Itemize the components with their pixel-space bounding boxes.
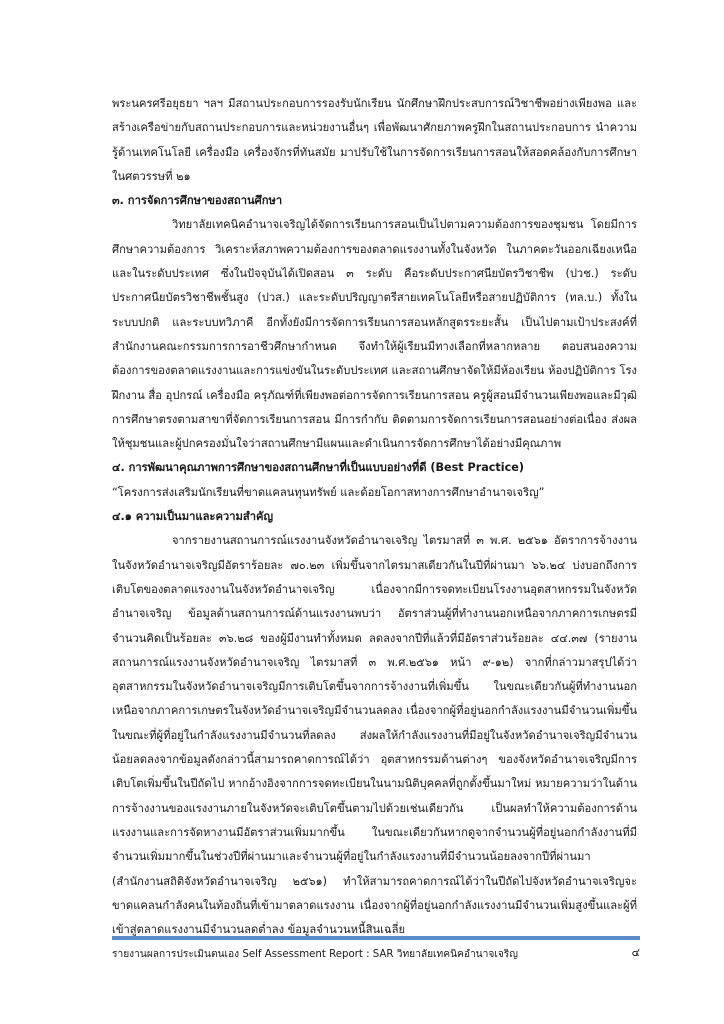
page-content [112, 92, 637, 942]
footer-report-title: รายงานผลการประเมินตนเอง Self Assessment Report : SAR วิทยาลัยเทคนิคอำนาจเจริญ [112, 949, 518, 960]
project-title: “โครงการส่งเสริมนักเรียนที่ขาดแคลนทุนทรัพย์ และด้อยโอกาสทางการศึกษาอำนาจเจริญ” [112, 485, 545, 499]
section-4-1-paragraph: จากรายงานสถานการณ์แรงงานจังหวัดอำนาจเจริญ ไตรมาสที่ ๓ พ.ศ. ๒๕๖๑ อัตราการจ้างงานในจังหวัดอำนาจเจริญมีอัตราร้อยละ ๗๐.๒๓ เพิ่มขึ้นจากไตรมาสเดียวกันในปีที่ผ่านมา ๖๖.๒๔ บ่งบอกถึงการเติบโตของตลาดแรงงานในจังหวัดอำนาจเจริญ เนื่องจากมีการจดทะเบียนโรงงานอุตสาหกรรมในจังหวัดอำนาจเจริญ ข้อมูลด้านสถานการณ์ด้านแรงงานพบว่า อัตราส่วนผู้ที่ทำงานนอกเหนือจากภาคการเกษตรมีจำนวนคิดเป็นร้อยละ ๓๖.๒๘ ของผู้มีงานทำทั้งหมด ลดลงจากปีที่แล้วที่มีอัตราส่วนร้อยละ ๔๔.๓๗ (รายงานสถานการณ์แรงงานจังหวัดอำนาจเจริญ ไตรมาสที่ ๓ พ.ศ.๒๕๖๑ หน้า ๙-๑๒) จากที่กล่าวมาสรุปได้ว่า อุตสาหกรรมในจังหวัดอำนาจเจริญมีการเติบโตขึ้นจากการจ้างงานที่เพิ่มขึ้น ในขณะเดียวกันผู้ที่ทำงานนอกเหนือจากภาคการเกษตรในจังหวัดอำนาจเจริญมีจำนวนลดลง เนื่องจากผู้ที่อยู่นอกกำลังแรงงานมีจำนวนเพิ่มขึ้นในขณะที่ผู้ที่อยู่ในกำลังแรงงานมีจำนวนที่ลดลง ส่งผลให้กำลังแรงงานที่มีอยู่ในจังหวัดอำนาจเจริญมีจำนวนน้อยลดลงจากข้อมูลดังกล่าวนี้สามารถคาดการณ์ได้ว่า อุตสาหกรรมด้านต่างๆ ของจังหวัดอำนาจเจริญมีการเติบโตเพิ่มขึ้นในปีถัดไป หากอ้างอิงจากการจดทะเบียนในนามนิติบุคคลที่ถูกตั้งขึ้นมาใหม่ หมายความว่าในด้านการจ้างงานของแรงงานภายในจังหวัดจะเติบโตขึ้นตามไปด้วยเช่นเดียวกัน เป็นผลทำให้ความต้องการด้านแรงงานและการจัดหางานมีอัตราส่วนเพิ่มมากขึ้น ในขณะเดียวกันหากดูจากจำนวนผู้ที่อยู่นอกกำลังงานที่มีจำนวนเพิ่มมากขึ้นในช่วงปีที่ผ่านมาและจำนวนผู้ที่อยู่ในกำลังแรงงานที่มีจำนวนน้อยลงจากปีที่ผ่านมา (สำนักงานสถิติจังหวัดอำนาจเจริญ ๒๕๖๑) ทำให้สามารถคาดการณ์ได้ว่าในปีถัดไปจังหวัดอำนาจเจริญจะขาดแคลนกำลังคนในท้องถิ่นที่เข้ามาตลาดแรงงาน เนื่องจากผู้ที่อยู่นอกกำลังแรงงานมีจำนวนเพิ่มสูงขึ้นและผู้ที่เข้าสู่ตลาดแรงงานมีจำนวนลดต่ำลง ข้อมูลจำนวนหนี้สินเฉลี่ย [112, 534, 637, 937]
footer-rule [112, 936, 640, 940]
section-3-heading: ๓. การจัดการศึกษาของสถานศึกษา [112, 194, 283, 208]
intro-paragraph: พระนครศรีอยุธยา ฯลฯ มีสถานประกอบการรองรับนักเรียน นักศึกษาฝึกประสบการณ์วิชาชีพอย่างเพียงพอ และสร้างเครือข่ายกับสถานประกอบการและหน่วยงานอื่นๆ เพื่อพัฒนาศักยภาพครูฝึกในสถานประกอบการ นำความรู้ด้านเทคโนโลยี เครื่องมือ เครื่องจักรที่ทันสมัย มาปรับใช้ในการจัดการเรียนการสอนให้สอดคล้องกับการศึกษาในศตวรรษที่ ๒๑ [112, 97, 637, 183]
section-4-1-heading: ๔.๑ ความเป็นมาและความสำคัญ [112, 510, 273, 524]
section-4-heading: ๔. การพัฒนาคุณภาพการศึกษาของสถานศึกษาที่เป็นแบบอย่างที่ดี (Best Practice) [112, 461, 524, 475]
section-3-paragraph: วิทยาลัยเทคนิคอำนาจเจริญได้จัดการเรียนการสอนเป็นไปตามความต้องการของชุมชน โดยมีการศึกษาความต้องการ วิเคราะห์สภาพความต้องการของตลาดแรงงานทั้งในจังหวัด ในภาคตะวันออกเฉียงเหนือและในระดับประเทศ ซึ่งในปัจจุบันได้เปิดสอน ๓ ระดับ คือระดับประกาศนียบัตรวิชาชีพ (ปวช.) ระดับประกาศนียบัตรวิชาชีพชั้นสูง (ปวส.) และระดับปริญญาตรีสายเทคโนโลยีหรือสายปฏิบัติการ (ทล.บ.) ทั้งในระบบปกติ และระบบทวิภาคี อีกทั้งยังมีการจัดการเรียนการสอนหลักสูตรระยะสั้น เป็นไปตามเป้าประสงค์ที่สำนักงานคณะกรรมการการอาชีวศึกษากำหนด จึงทำให้ผู้เรียนมีทางเลือกที่หลากหลาย ตอบสนองความต้องการของตลาดแรงงานและการแข่งขันในระดับประเทศ และสถานศึกษาจัดให้มีห้องเรียน ห้องปฏิบัติการ โรงฝึกงาน สื่อ อุปกรณ์ เครื่องมือ ครุภัณฑ์ที่เพียงพอต่อการจัดการเรียนการสอน ครูผู้สอนมีจำนวนเพียงพอและมีวุฒิการศึกษาตรงตามสาขาที่จัดการเรียนการสอน มีการกำกับ ติดตามการจัดการเรียนการสอนอย่างต่อเนื่อง ส่งผลให้ชุมชนและผู้ปกครองมั่นใจว่าสถานศึกษามีแผนและดำเนินการจัดการศึกษาได้อย่างมีคุณภาพ [112, 218, 637, 451]
page-number: ๔ [631, 946, 640, 959]
